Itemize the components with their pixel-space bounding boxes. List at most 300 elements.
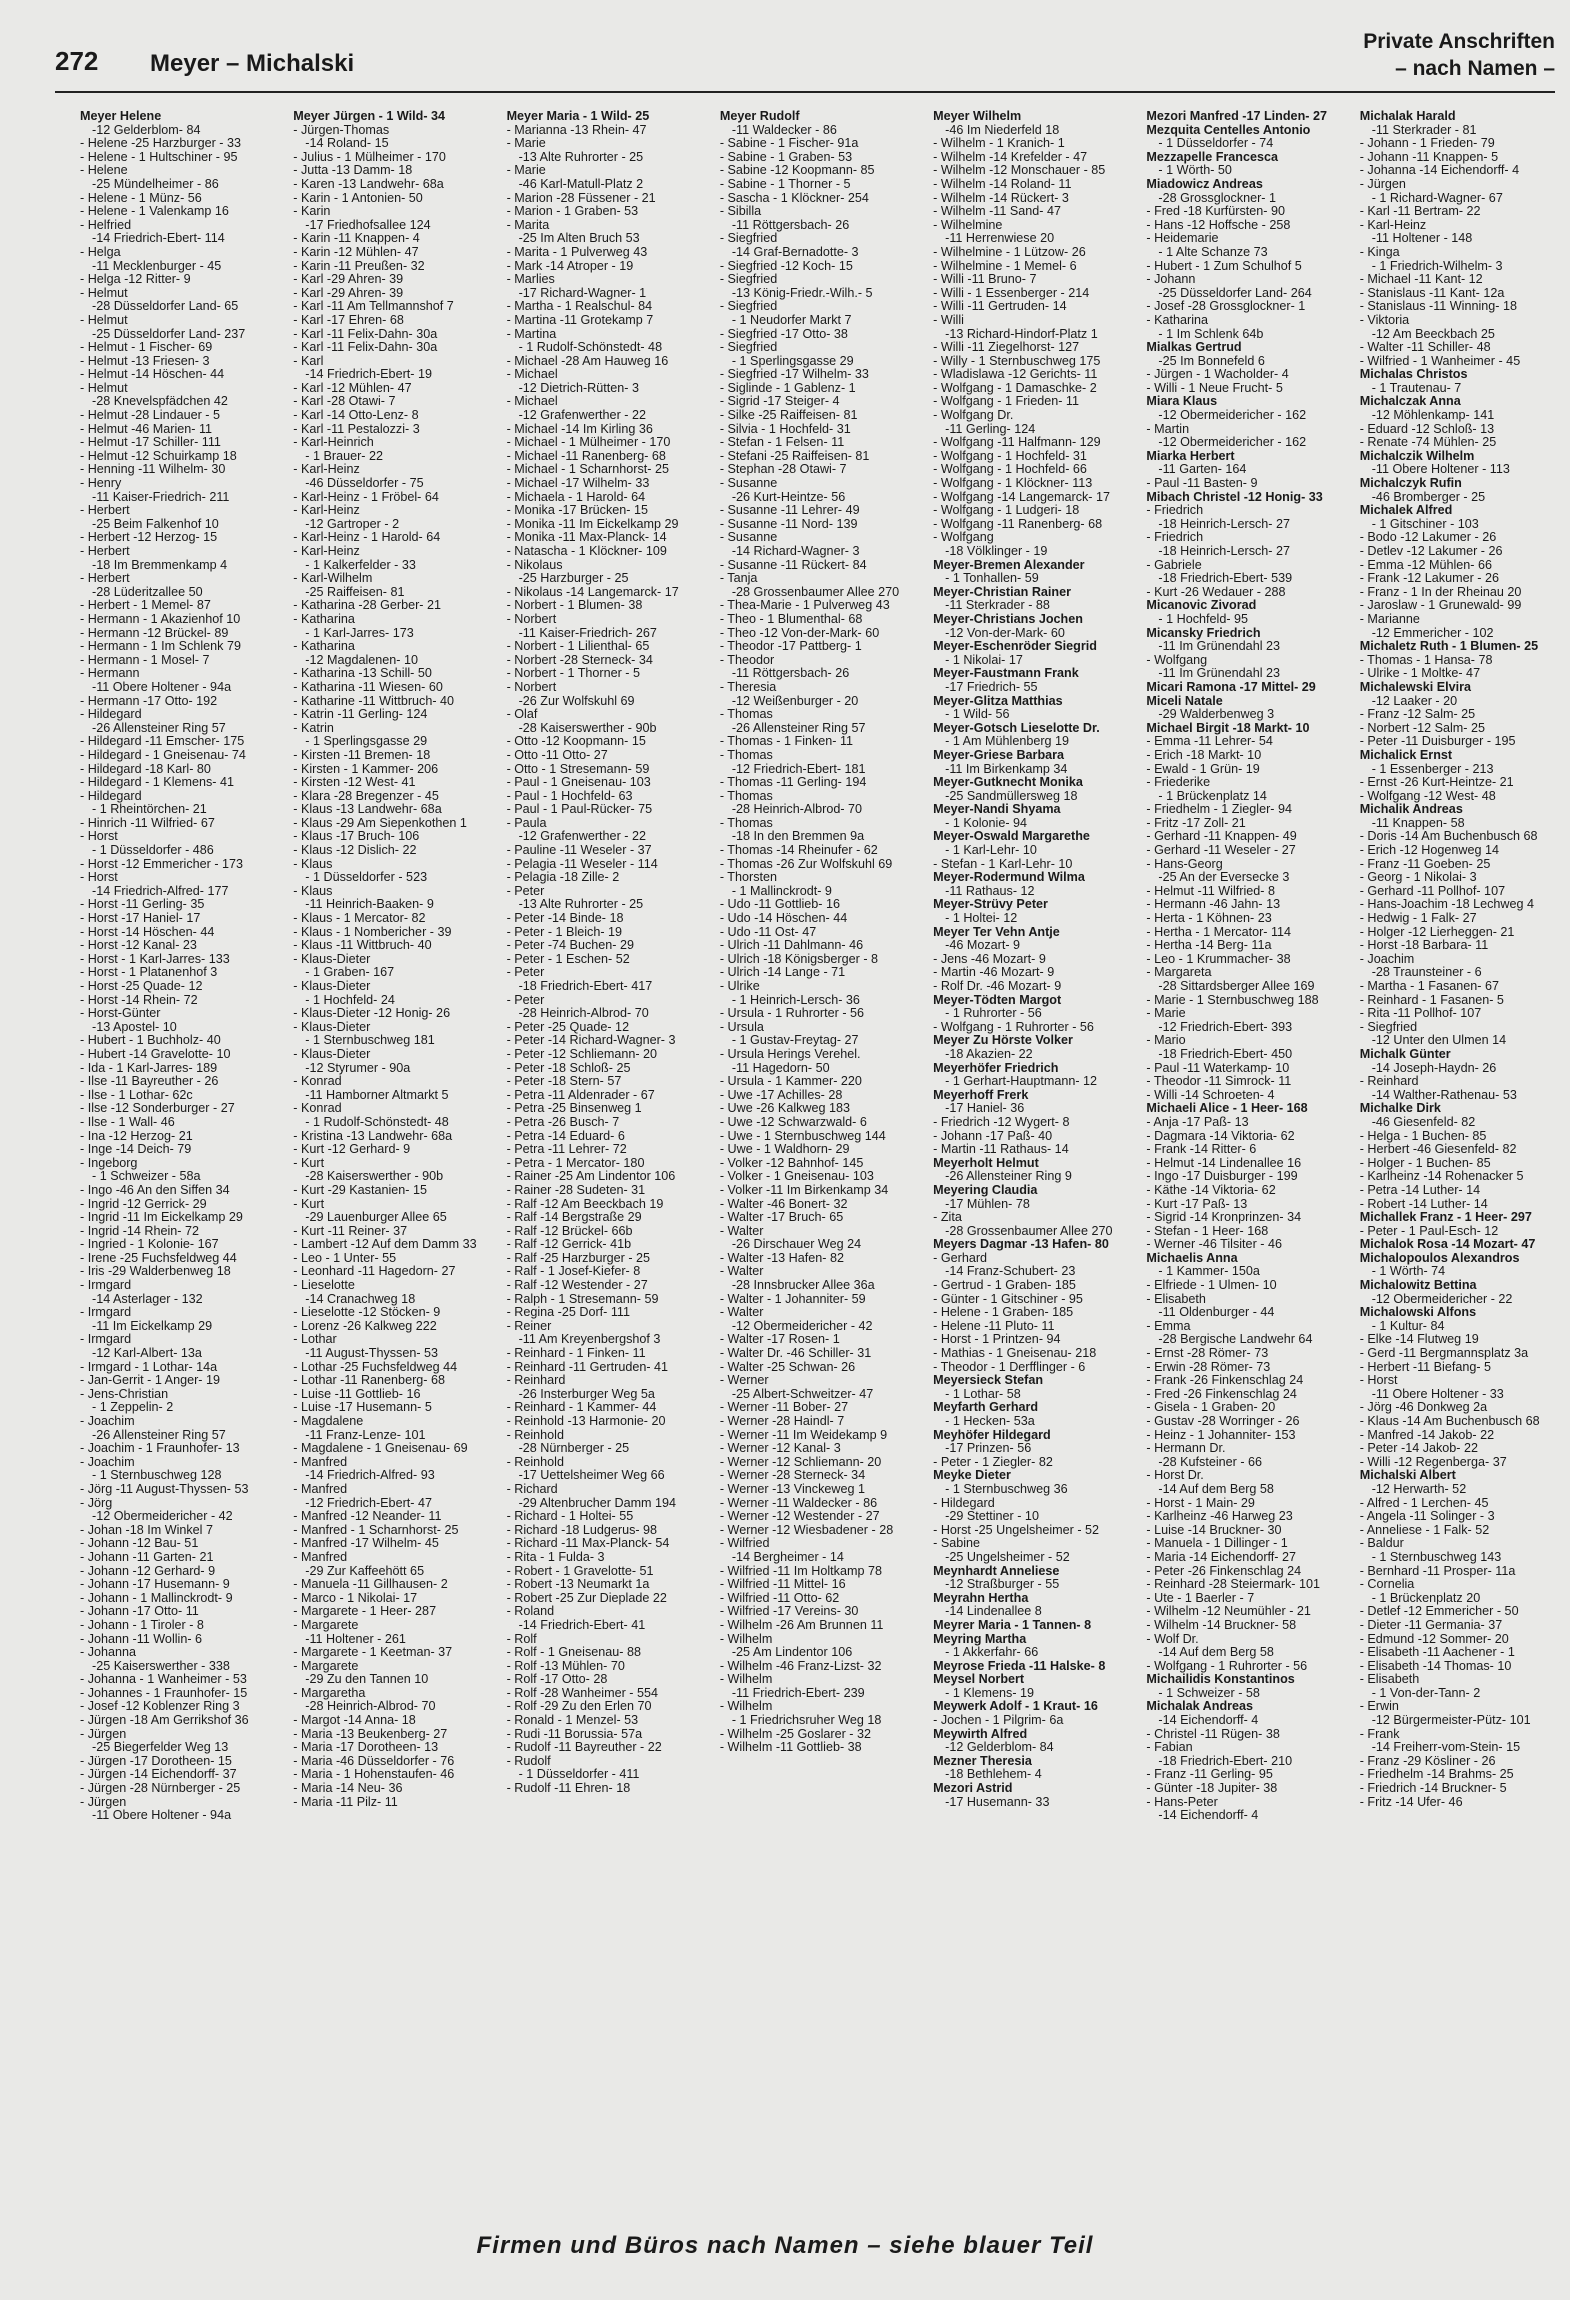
entry-line: - Dieter -11 Germania- 37 — [1359, 1617, 1503, 1632]
entry-line: - Helene -11 Pluto- 11 — [933, 1318, 1055, 1333]
entry-address: -11 Obere Holtener - 94a — [92, 1808, 232, 1823]
entry-heading: Meyer-Tödten Margot — [933, 992, 1062, 1007]
entry-line: - Karl -11 Pestalozzi- 3 — [293, 421, 420, 436]
entry-line: - Ida - 1 Karl-Jarres- 189 — [80, 1060, 218, 1075]
entry-line: - Herbert — [80, 571, 130, 586]
entry-line: - Klaus-Dieter -12 Honig- 26 — [293, 1006, 451, 1021]
entry-line: - Hans-Georg — [1146, 856, 1223, 871]
entry-line: - Klaus-Dieter — [293, 1019, 371, 1034]
entry-line: - Volker -11 Im Birkenkamp 34 — [719, 1182, 889, 1197]
entry-line: - Viktoria — [1359, 312, 1410, 327]
entry-address: -11 Rathaus- 12 — [945, 883, 1035, 898]
entry-line: - Rolf -29 Zu den Erlen 70 — [506, 1699, 652, 1714]
entry-address: - 1 Sternbuschweg 36 — [945, 1481, 1068, 1496]
entry-address: -46 Bromberger - 25 — [1371, 489, 1486, 504]
entry-address: - 1 Schweizer - 58 — [1158, 1685, 1260, 1700]
entry-address: -14 Richard-Wagner- 3 — [731, 544, 860, 558]
entry-line: - Elisabeth — [1146, 1291, 1206, 1306]
entry-line: - Ernst -28 Römer- 73 — [1146, 1346, 1269, 1361]
entry-address: -12 Dietrich-Rütten- 3 — [518, 380, 639, 395]
entry-address: -25 Ungelsheimer - 52 — [945, 1549, 1070, 1564]
entry-line: - Nikolaus — [506, 557, 563, 572]
entry-line: - Irmgard - 1 Lothar- 14a — [80, 1359, 218, 1374]
entry-line: - Henning -11 Wilhelm- 30 — [80, 462, 226, 477]
entry-line: - Marie — [506, 163, 546, 178]
entry-line: - Gustav -28 Worringer - 26 — [1146, 1414, 1300, 1428]
entry-line: - Walter -17 Rosen- 1 — [719, 1332, 840, 1347]
entry-address: -28 Kufsteiner - 66 — [1158, 1454, 1263, 1469]
entry-line: - Stefan - 1 Karl-Lehr- 10 — [933, 856, 1073, 871]
entry-address: -13 Richard-Hindorf-Platz 1 — [945, 326, 1098, 341]
entry-line: - Walter -46 Bonert- 32 — [719, 1196, 848, 1211]
entry-line: - Martin -46 Mozart- 9 — [933, 965, 1055, 980]
entry-line: - Thomas — [719, 815, 773, 830]
entry-line: - Manuela -11 Gillhausen- 2 — [293, 1577, 448, 1592]
entry-line: - Stanislaus -11 Kant- 12a — [1359, 285, 1505, 300]
entry-line: - Stanislaus -11 Winning- 18 — [1359, 299, 1517, 314]
entry-line: - Theodor -11 Simrock- 11 — [1146, 1074, 1292, 1089]
entry-line: - Wilhelm -14 Rückert- 3 — [933, 190, 1069, 205]
entry-address: -17 Prinzen- 56 — [945, 1441, 1032, 1456]
entry-address: -28 Sittardsberger Allee 169 — [1158, 979, 1315, 993]
entry-line: - Manfred - 1 Scharnhorst- 25 — [293, 1522, 459, 1537]
entry-line: - Inge -14 Deich- 79 — [80, 1142, 192, 1157]
entry-line: - Norbert -28 Sterneck- 34 — [506, 652, 653, 667]
entry-address: -46 Im Niederfeld 18 — [945, 122, 1060, 137]
entry-line: - Friedhelm - 1 Ziegler- 94 — [1146, 802, 1292, 817]
entry-address: -29 Zu den Tannen 10 — [305, 1672, 429, 1687]
entry-line: - Hermann — [80, 666, 140, 681]
entry-heading: Micari Ramona -17 Mittel- 29 — [1146, 679, 1316, 694]
entry-address: -28 Knevelspfädchen 42 — [92, 394, 228, 409]
entry-address: -14 Friedrich-Alfred- 177 — [92, 883, 229, 898]
entry-line: - Gerhard — [933, 1250, 988, 1265]
entry-line: - Reinhard -11 Gertruden- 41 — [506, 1359, 669, 1374]
entry-address: -14 Auf dem Berg 58 — [1158, 1481, 1274, 1496]
entry-line: - Manfred -17 Wilhelm- 45 — [293, 1536, 439, 1551]
entry-line: - Peter - 1 Paul-Esch- 12 — [1359, 1223, 1499, 1238]
entry-address: -18 Friedrich-Ebert- 210 — [1158, 1753, 1293, 1768]
entry-line: - Karl -29 Ahren- 39 — [293, 285, 404, 300]
entry-line: - Ilse -11 Bayreuther - 26 — [80, 1074, 219, 1089]
entry-line: - Helmut -12 Schuirkamp 18 — [80, 448, 237, 463]
entry-line: - Helmut -11 Wilfried- 8 — [1146, 883, 1275, 898]
entry-line: - Ursula - 1 Kammer- 220 — [719, 1074, 862, 1089]
entry-line: - Cornelia — [1359, 1577, 1415, 1592]
entry-line: - Peter - 1 Bleich- 19 — [506, 924, 623, 939]
entry-heading: Miadowicz Andreas — [1146, 176, 1263, 191]
entry-address: - 1 Nikolai- 17 — [945, 652, 1023, 667]
entry-line: - Hildegard -11 Emscher- 175 — [80, 734, 245, 749]
entry-heading: Meyerhöfer Friedrich — [933, 1060, 1059, 1075]
entry-line: - Kurt -17 Paß- 13 — [1146, 1196, 1248, 1211]
entry-line: - Michael - 1 Mülheimer - 170 — [506, 435, 671, 450]
entry-line: - Jürgen-Thomas — [293, 122, 390, 137]
entry-line: - Michael -11 Ranenberg- 68 — [506, 448, 666, 463]
entry-line: - Rolf Dr. -46 Mozart- 9 — [933, 979, 1062, 993]
entry-heading: Michalk Günter — [1359, 1046, 1451, 1061]
entry-address: -12 Obermeidericher - 42 — [731, 1318, 873, 1333]
entry-address: - 1 Essenberger - 213 — [1371, 761, 1494, 776]
entry-heading: Meyer Jürgen - 1 Wild- 34 — [293, 110, 446, 123]
entry-line: - Willi - 1 Essenberger - 214 — [933, 285, 1090, 300]
entry-line: - Wilhelm — [719, 1631, 773, 1646]
entry-line: - Robert -14 Luther- 14 — [1359, 1196, 1488, 1211]
entry-line: - Hans -12 Hoffsche - 258 — [1146, 217, 1291, 232]
entry-line: - Wilfried - 1 Wanheimer - 45 — [1359, 353, 1521, 368]
entry-address: -11 Heinrich-Baaken- 9 — [305, 897, 434, 912]
entry-line: - Karl-Heinrich — [293, 435, 374, 450]
entry-line: - Jutta -13 Damm- 18 — [293, 163, 413, 178]
entry-line: - Erwin — [1359, 1699, 1399, 1714]
entry-line: - Maria -13 Beukenberg- 27 — [293, 1726, 448, 1741]
entry-line: - Paul -11 Waterkamp- 10 — [1146, 1060, 1290, 1075]
entry-address: - 1 Friedrich-Wilhelm- 3 — [1371, 258, 1503, 273]
entry-line: - Marion -28 Füssener - 21 — [506, 190, 656, 205]
entry-line: - Horst-Günter — [80, 1006, 161, 1021]
entry-line: - Fabian — [1146, 1740, 1193, 1755]
entry-address: -13 König-Friedr.-Wilh.- 5 — [731, 285, 873, 300]
entry-line: - Wolfgang - 1 Hochfeld- 66 — [933, 462, 1087, 477]
entry-line: - Horst - 1 Platanenhof 3 — [80, 965, 218, 980]
section-title-line-2: – nach Namen – — [1395, 57, 1555, 80]
entry-line: - Karin -12 Mühlen- 47 — [293, 244, 419, 259]
entry-line: - Hertha - 1 Mercator- 114 — [1146, 924, 1292, 939]
entry-line: - Jörg -46 Donkweg 2a — [1359, 1400, 1488, 1415]
entry-line: - Horst -11 Gerling- 35 — [80, 897, 205, 912]
entry-heading: Meyer-Glitza Matthias — [933, 693, 1063, 708]
entry-line: - Karen -13 Landwehr- 68a — [293, 176, 444, 191]
directory-column-3 — [507, 110, 702, 2210]
entry-line: - Rudolf -11 Ehren- 18 — [506, 1781, 631, 1796]
entry-line: - Norbert - 1 Thorner - 5 — [506, 666, 641, 681]
entry-line: - Sabine - 1 Graben- 53 — [719, 149, 853, 164]
entry-line: - Johann -12 Bau- 51 — [80, 1536, 199, 1551]
entry-line: - Jürgen -18 Am Gerrikshof 36 — [80, 1713, 249, 1728]
entry-address: -28 Grossenbaumer Allee 270 — [945, 1223, 1113, 1238]
entry-address: -11 Garten- 164 — [1158, 462, 1247, 477]
entry-address: -25 Am Lindentor 106 — [731, 1645, 853, 1660]
entry-address: - 1 Hecken- 53a — [945, 1414, 1035, 1428]
footer-note: Firmen und Büros nach Namen – siehe blauer Teil — [476, 2232, 1094, 2259]
entry-address: -11 Gerling- 124 — [945, 421, 1036, 436]
entry-line: - Sigrid -17 Steiger- 4 — [719, 394, 840, 409]
entry-line: - Jens -46 Mozart- 9 — [933, 951, 1046, 966]
entry-line: - Jürgen — [80, 1794, 127, 1809]
entry-line: - Reinhold — [506, 1427, 564, 1442]
entry-line: - Wilhelm -11 Sand- 47 — [933, 204, 1061, 219]
entry-heading: Meyer-Faustmann Frank — [933, 666, 1079, 681]
entry-address: -14 Friedrich-Ebert- 114 — [92, 231, 225, 246]
entry-address: -26 Allensteiner Ring 57 — [731, 720, 866, 735]
entry-line: - Baldur — [1359, 1536, 1404, 1551]
entry-heading: Michalczik Wilhelm — [1359, 448, 1475, 463]
entry-line: - Pelagia -18 Zille- 2 — [506, 870, 620, 885]
entry-line: - Walter Dr. -46 Schiller- 31 — [719, 1346, 872, 1361]
entry-line: - Reinhold -13 Harmonie- 20 — [506, 1414, 666, 1428]
entry-line: - Thomas — [719, 788, 773, 803]
entry-line: - Karlheinz -14 Rohenacker 5 — [1359, 1169, 1524, 1184]
entry-line: - Ilse -12 Sonderburger - 27 — [80, 1101, 235, 1116]
entry-address: -28 Bergische Landwehr 64 — [1158, 1332, 1313, 1347]
entry-line: - Horst -18 Barbara- 11 — [1359, 938, 1489, 953]
entry-address: - 1 Brückenplatz 20 — [1371, 1590, 1481, 1605]
entry-address: -11 Waldecker - 86 — [731, 122, 837, 137]
entry-line: - Helmut -13 Friesen- 3 — [80, 353, 210, 368]
entry-line: - Uwe - 1 Waldhorn- 29 — [719, 1142, 850, 1157]
entry-line: - Jan-Gerrit - 1 Anger- 19 — [80, 1373, 220, 1388]
entry-address: - 1 Sternbuschweg 143 — [1371, 1549, 1502, 1564]
entry-heading: Meyer-Christians Jochen — [933, 611, 1083, 626]
entry-line: - Ulrike — [719, 979, 760, 993]
entry-line: - Helga — [80, 244, 121, 259]
entry-address: -17 Friedhofsallee 124 — [305, 217, 431, 232]
entry-line: - Natascha - 1 Klöckner- 109 — [506, 544, 667, 558]
entry-heading: Meyring Martha — [933, 1631, 1027, 1646]
entry-line: - Ulrich -11 Dahlmann- 46 — [719, 938, 864, 953]
entry-line: - Theo - 1 Blumenthal- 68 — [719, 611, 863, 626]
entry-address: -29 Zur Kaffeehött 65 — [305, 1563, 425, 1578]
entry-line: - Paula — [506, 815, 547, 830]
entry-line: - Pelagia -11 Weseler - 114 — [506, 856, 658, 871]
entry-line: - Ralf -12 Gerrick- 41b — [506, 1237, 632, 1252]
entry-heading: Michael Birgit -18 Markt- 10 — [1146, 720, 1310, 735]
entry-line: - Paul - 1 Hochfeld- 63 — [506, 788, 633, 803]
entry-address: -25 Albert-Schweitzer- 47 — [731, 1386, 874, 1401]
header-rule — [55, 91, 1555, 93]
entry-address: -28 Innsbrucker Allee 36a — [731, 1278, 875, 1293]
entry-line: - Edmund -12 Sommer- 20 — [1359, 1631, 1509, 1646]
entry-line: - Hildegard - 1 Gneisenau- 74 — [80, 747, 246, 762]
entry-address: -11 Holtener - 148 — [1371, 231, 1473, 246]
entry-line: - Dagmara -14 Viktoria- 62 — [1146, 1128, 1295, 1143]
entry-line: - Emma -11 Lehrer- 54 — [1146, 734, 1273, 749]
entry-address: - 1 Schweizer - 58a — [92, 1169, 201, 1184]
entry-line: - Erwin -28 Römer- 73 — [1146, 1359, 1271, 1374]
entry-heading: Meyers Dagmar -13 Hafen- 80 — [933, 1237, 1109, 1252]
entry-line: - Monika -11 Im Eickelkamp 29 — [506, 516, 679, 531]
entry-line: - Werner -12 Schliemann- 20 — [719, 1454, 882, 1469]
entry-line: - Helene - 1 Valenkamp 16 — [80, 204, 229, 219]
entry-address: -11 Herrenwiese 20 — [945, 231, 1055, 246]
entry-line: - Hermann -12 Brückel- 89 — [80, 625, 229, 640]
entry-line: - Ingo -46 An den Siffen 34 — [80, 1182, 230, 1197]
entry-line: - Sibilla — [719, 204, 762, 219]
entry-line: - Ralf - 1 Josef-Kiefer- 8 — [506, 1264, 641, 1279]
entry-line: - Karl-Heinz — [1359, 217, 1427, 232]
entry-line: - Stephan -28 Otawi- 7 — [719, 462, 847, 477]
entry-line: - Ralf -25 Harzburger - 25 — [506, 1250, 651, 1265]
entry-line: - Sigrid -14 Kronprinzen- 34 — [1146, 1210, 1302, 1225]
entry-address: -26 Insterburger Weg 5a — [518, 1386, 655, 1401]
entry-line: - Erich -12 Hogenweg 14 — [1359, 843, 1500, 858]
entry-line: - Elisabeth -14 Thomas- 10 — [1359, 1658, 1512, 1673]
entry-line: - Thorsten — [719, 870, 778, 885]
entry-line: - Martin -11 Rathaus- 14 — [933, 1142, 1069, 1157]
entry-address: - 1 Von-der-Tann- 2 — [1371, 1685, 1481, 1700]
entry-address: -18 Heinrich-Lersch- 27 — [1158, 516, 1291, 531]
entry-line: - Gerhard -11 Knappen- 49 — [1146, 829, 1297, 844]
entry-line: - Peter - 1 Ziegler- 82 — [933, 1454, 1053, 1469]
entry-heading: Meyer-Oswald Margarethe — [933, 829, 1090, 844]
entry-line: - Hermann -17 Otto- 192 — [80, 693, 218, 708]
entry-line: - Franz -11 Gerling- 95 — [1146, 1767, 1273, 1782]
entry-line: - Karl-Heinz — [293, 462, 360, 477]
entry-heading: Mezquita Centelles Antonio — [1146, 122, 1311, 137]
entry-line: - Petra - 1 Mercator- 180 — [506, 1155, 645, 1170]
entry-line: - Lieselotte — [293, 1278, 355, 1293]
entry-address: -14 Joseph-Haydn- 26 — [1371, 1060, 1497, 1075]
entry-line: - Hubert -14 Gravelotte- 10 — [80, 1046, 231, 1061]
entry-line: - Gerd -11 Bergmannsplatz 3a — [1359, 1346, 1529, 1361]
entry-heading: Meyer-Nandi Shyama — [933, 802, 1061, 817]
entry-line: - Holger -12 Lierheggen- 21 — [1359, 924, 1515, 939]
entry-line: - Hinrich -11 Wilfried- 67 — [80, 815, 215, 830]
entry-line: - Wilhelm -14 Bruckner- 58 — [1146, 1617, 1297, 1632]
entry-line: - Ralf -14 Bergstraße 29 — [506, 1210, 642, 1225]
entry-address: -12 Emmericher - 102 — [1371, 625, 1494, 640]
entry-address: - 1 Lothar- 58 — [945, 1386, 1021, 1401]
entry-line: - Thomas — [719, 747, 773, 762]
entry-heading: Mezzapelle Francesca — [1146, 149, 1279, 164]
entry-line: - Robert -25 Zur Dieplade 22 — [506, 1590, 667, 1605]
entry-line: - Wolfgang - 1 Frieden- 11 — [933, 394, 1079, 409]
entry-address: -28 Grossglockner- 1 — [1158, 190, 1277, 205]
entry-line: - Luise -14 Bruckner- 30 — [1146, 1522, 1282, 1537]
entry-heading: Meyke Dieter — [933, 1468, 1011, 1483]
entry-line: - Susanne -11 Rückert- 84 — [719, 557, 867, 572]
entry-line: - Karl -12 Mühlen- 47 — [293, 380, 412, 395]
entry-line: - Helmut — [80, 380, 128, 395]
entry-address: -12 Obermeidericher - 162 — [1158, 408, 1307, 423]
entry-line: - Otto - 1 Stresemann- 59 — [506, 761, 650, 776]
entry-line: - Udo -11 Gottlieb- 16 — [719, 897, 841, 912]
entry-address: -26 Zur Wolfskuhl 69 — [518, 693, 635, 708]
entry-line: - Anneliese - 1 Falk- 52 — [1359, 1522, 1490, 1537]
entry-address: - 1 Sperlingsgasse 29 — [731, 353, 854, 368]
entry-line: - Olaf — [506, 707, 538, 722]
entry-line: - Klaus -12 Dislich- 22 — [293, 843, 417, 858]
entry-line: - Eduard -12 Schloß- 13 — [1359, 421, 1495, 436]
entry-heading: Meyering Claudia — [933, 1182, 1038, 1197]
entry-line: - Marita — [506, 217, 550, 232]
entry-line: - Günter - 1 Gitschiner - 95 — [933, 1291, 1083, 1306]
entry-line: - Martina -11 Grotekamp 7 — [506, 312, 654, 327]
entry-address: -11 Knappen- 58 — [1371, 815, 1465, 830]
entry-heading: Michalak Harald — [1359, 110, 1456, 123]
entry-line: - Wilhelm - 1 Kranich- 1 — [933, 136, 1065, 151]
entry-line: - Peter -18 Schloß- 25 — [506, 1060, 631, 1075]
entry-line: - Gerhard -11 Pollhof- 107 — [1359, 883, 1506, 898]
entry-line: - Karin — [293, 204, 331, 219]
entry-line: - Wilfried — [719, 1536, 770, 1551]
entry-line: - Norbert — [506, 679, 557, 694]
entry-line: - Karl -11 Bertram- 22 — [1359, 204, 1481, 219]
entry-line: - Johann -17 Paß- 40 — [933, 1128, 1053, 1143]
entry-line: - Ewald - 1 Grün- 19 — [1146, 761, 1260, 776]
entry-line: - Friedhelm -14 Brahms- 25 — [1359, 1767, 1514, 1782]
entry-line: - Johann -12 Gerhard- 9 — [80, 1563, 216, 1578]
entry-line: - Sabine — [933, 1536, 981, 1551]
entry-line: - Michael - 1 Scharnhorst- 25 — [506, 462, 669, 477]
entry-line: - Johanna -14 Eichendorff- 4 — [1359, 163, 1520, 178]
entry-line: - Manfred — [293, 1454, 348, 1469]
entry-line: - Wilhelm -12 Monschauer - 85 — [933, 163, 1106, 178]
entry-line: - Jörg — [80, 1495, 113, 1510]
entry-line: - Ingrid -14 Rhein- 72 — [80, 1223, 200, 1238]
entry-line: - Fritz -14 Ufer- 46 — [1359, 1794, 1463, 1809]
entry-address: -12 Weißenburger - 20 — [731, 693, 859, 708]
entry-line: - Marion - 1 Graben- 53 — [506, 204, 639, 219]
entry-line: - Ursula — [719, 1019, 764, 1034]
entry-line: - Nikolaus -14 Langemarck- 17 — [506, 584, 679, 599]
entry-line: - Karin -11 Knappen- 4 — [293, 231, 420, 246]
entry-line: - Emma -12 Mühlen- 66 — [1359, 557, 1492, 572]
entry-line: - Wolfgang Dr. — [933, 408, 1014, 423]
entry-heading: Meyer Maria - 1 Wild- 25 — [506, 110, 650, 123]
entry-address: -26 Allensteiner Ring 57 — [92, 720, 226, 735]
entry-address: -28 Kaiserswerther - 90b — [518, 720, 657, 735]
entry-address: -11 Mecklenburger - 45 — [92, 258, 222, 273]
entry-heading: Miarka Herbert — [1146, 448, 1235, 463]
entry-heading: Meyer Zu Hörste Volker — [933, 1033, 1073, 1048]
entry-line: - Irmgard — [80, 1278, 132, 1293]
entry-address: -11 Sterkrader - 88 — [945, 598, 1050, 613]
entry-line: - Walter — [719, 1223, 764, 1238]
entry-line: - Christel -11 Rügen- 38 — [1146, 1726, 1280, 1741]
entry-line: - Rainer -28 Sudeten- 31 — [506, 1182, 646, 1197]
entry-line: - Werner -13 Vinckeweg 1 — [719, 1481, 865, 1496]
entry-line: - Jürgen -17 Dorotheen- 15 — [80, 1753, 232, 1768]
entry-line: - Ursula - 1 Ruhrorter - 56 — [719, 1006, 865, 1021]
entry-line: - Theo -12 Von-der-Mark- 60 — [719, 625, 880, 640]
entry-line: - Thomas -26 Zur Wolfskuhl 69 — [719, 856, 893, 871]
entry-address: -13 Alte Ruhrorter - 25 — [518, 149, 644, 164]
entry-line: - Friedrich -14 Bruckner- 5 — [1359, 1781, 1507, 1796]
entry-line: - Bernhard -11 Prosper- 11a — [1359, 1563, 1516, 1578]
entry-line: - Ralph - 1 Stresemann- 59 — [506, 1291, 659, 1306]
entry-line: - Franz - 1 In der Rheinau 20 — [1359, 584, 1522, 599]
entry-address: - 1 Tonhallen- 59 — [945, 571, 1039, 586]
entry-line: - Wolf Dr. — [1146, 1631, 1199, 1646]
entry-address: - 1 Hochfeld- 95 — [1158, 611, 1249, 626]
entry-line: - Horst -12 Emmericher - 173 — [80, 856, 244, 871]
entry-line: - Thomas — [719, 707, 773, 722]
entry-line: - Frank -26 Finkenschlag 24 — [1146, 1373, 1304, 1388]
entry-line: - Irmgard — [80, 1305, 132, 1320]
entry-line: - Klaus -11 Wittbruch- 40 — [293, 938, 432, 953]
entry-heading: Michaletz Ruth - 1 Blumen- 25 — [1359, 639, 1539, 654]
entry-line: - Klaus — [293, 883, 333, 898]
entry-line: - Stefani -25 Raiffeisen- 81 — [719, 448, 870, 463]
entry-address: - 1 Karl-Jarres- 173 — [305, 625, 414, 640]
entry-line: - Lorenz -26 Kalkweg 222 — [293, 1318, 437, 1333]
entry-address: - 1 Düsseldorfer - 486 — [92, 843, 214, 858]
entry-line: - Konrad — [293, 1074, 342, 1089]
entry-line: - Johann -17 Husemann- 9 — [80, 1577, 230, 1592]
entry-line: - Katharina — [293, 611, 355, 626]
entry-heading: Michalke Dirk — [1359, 1101, 1441, 1116]
entry-line: - Johan -18 Im Winkel 7 — [80, 1522, 213, 1537]
entry-line: - Wilhelm -14 Roland- 11 — [933, 176, 1072, 191]
entry-line: - Helmut — [80, 312, 128, 327]
entry-line: - Klaus-Dieter — [293, 979, 371, 993]
entry-line: - Ingo -17 Duisburger - 199 — [1146, 1169, 1298, 1184]
entry-line: - Hubert - 1 Buchholz- 40 — [80, 1033, 221, 1048]
entry-line: - Herbert — [80, 544, 130, 558]
entry-line: - Katharina -11 Wiesen- 60 — [293, 679, 443, 694]
entry-line: - Hildegard - 1 Klemens- 41 — [80, 775, 234, 790]
